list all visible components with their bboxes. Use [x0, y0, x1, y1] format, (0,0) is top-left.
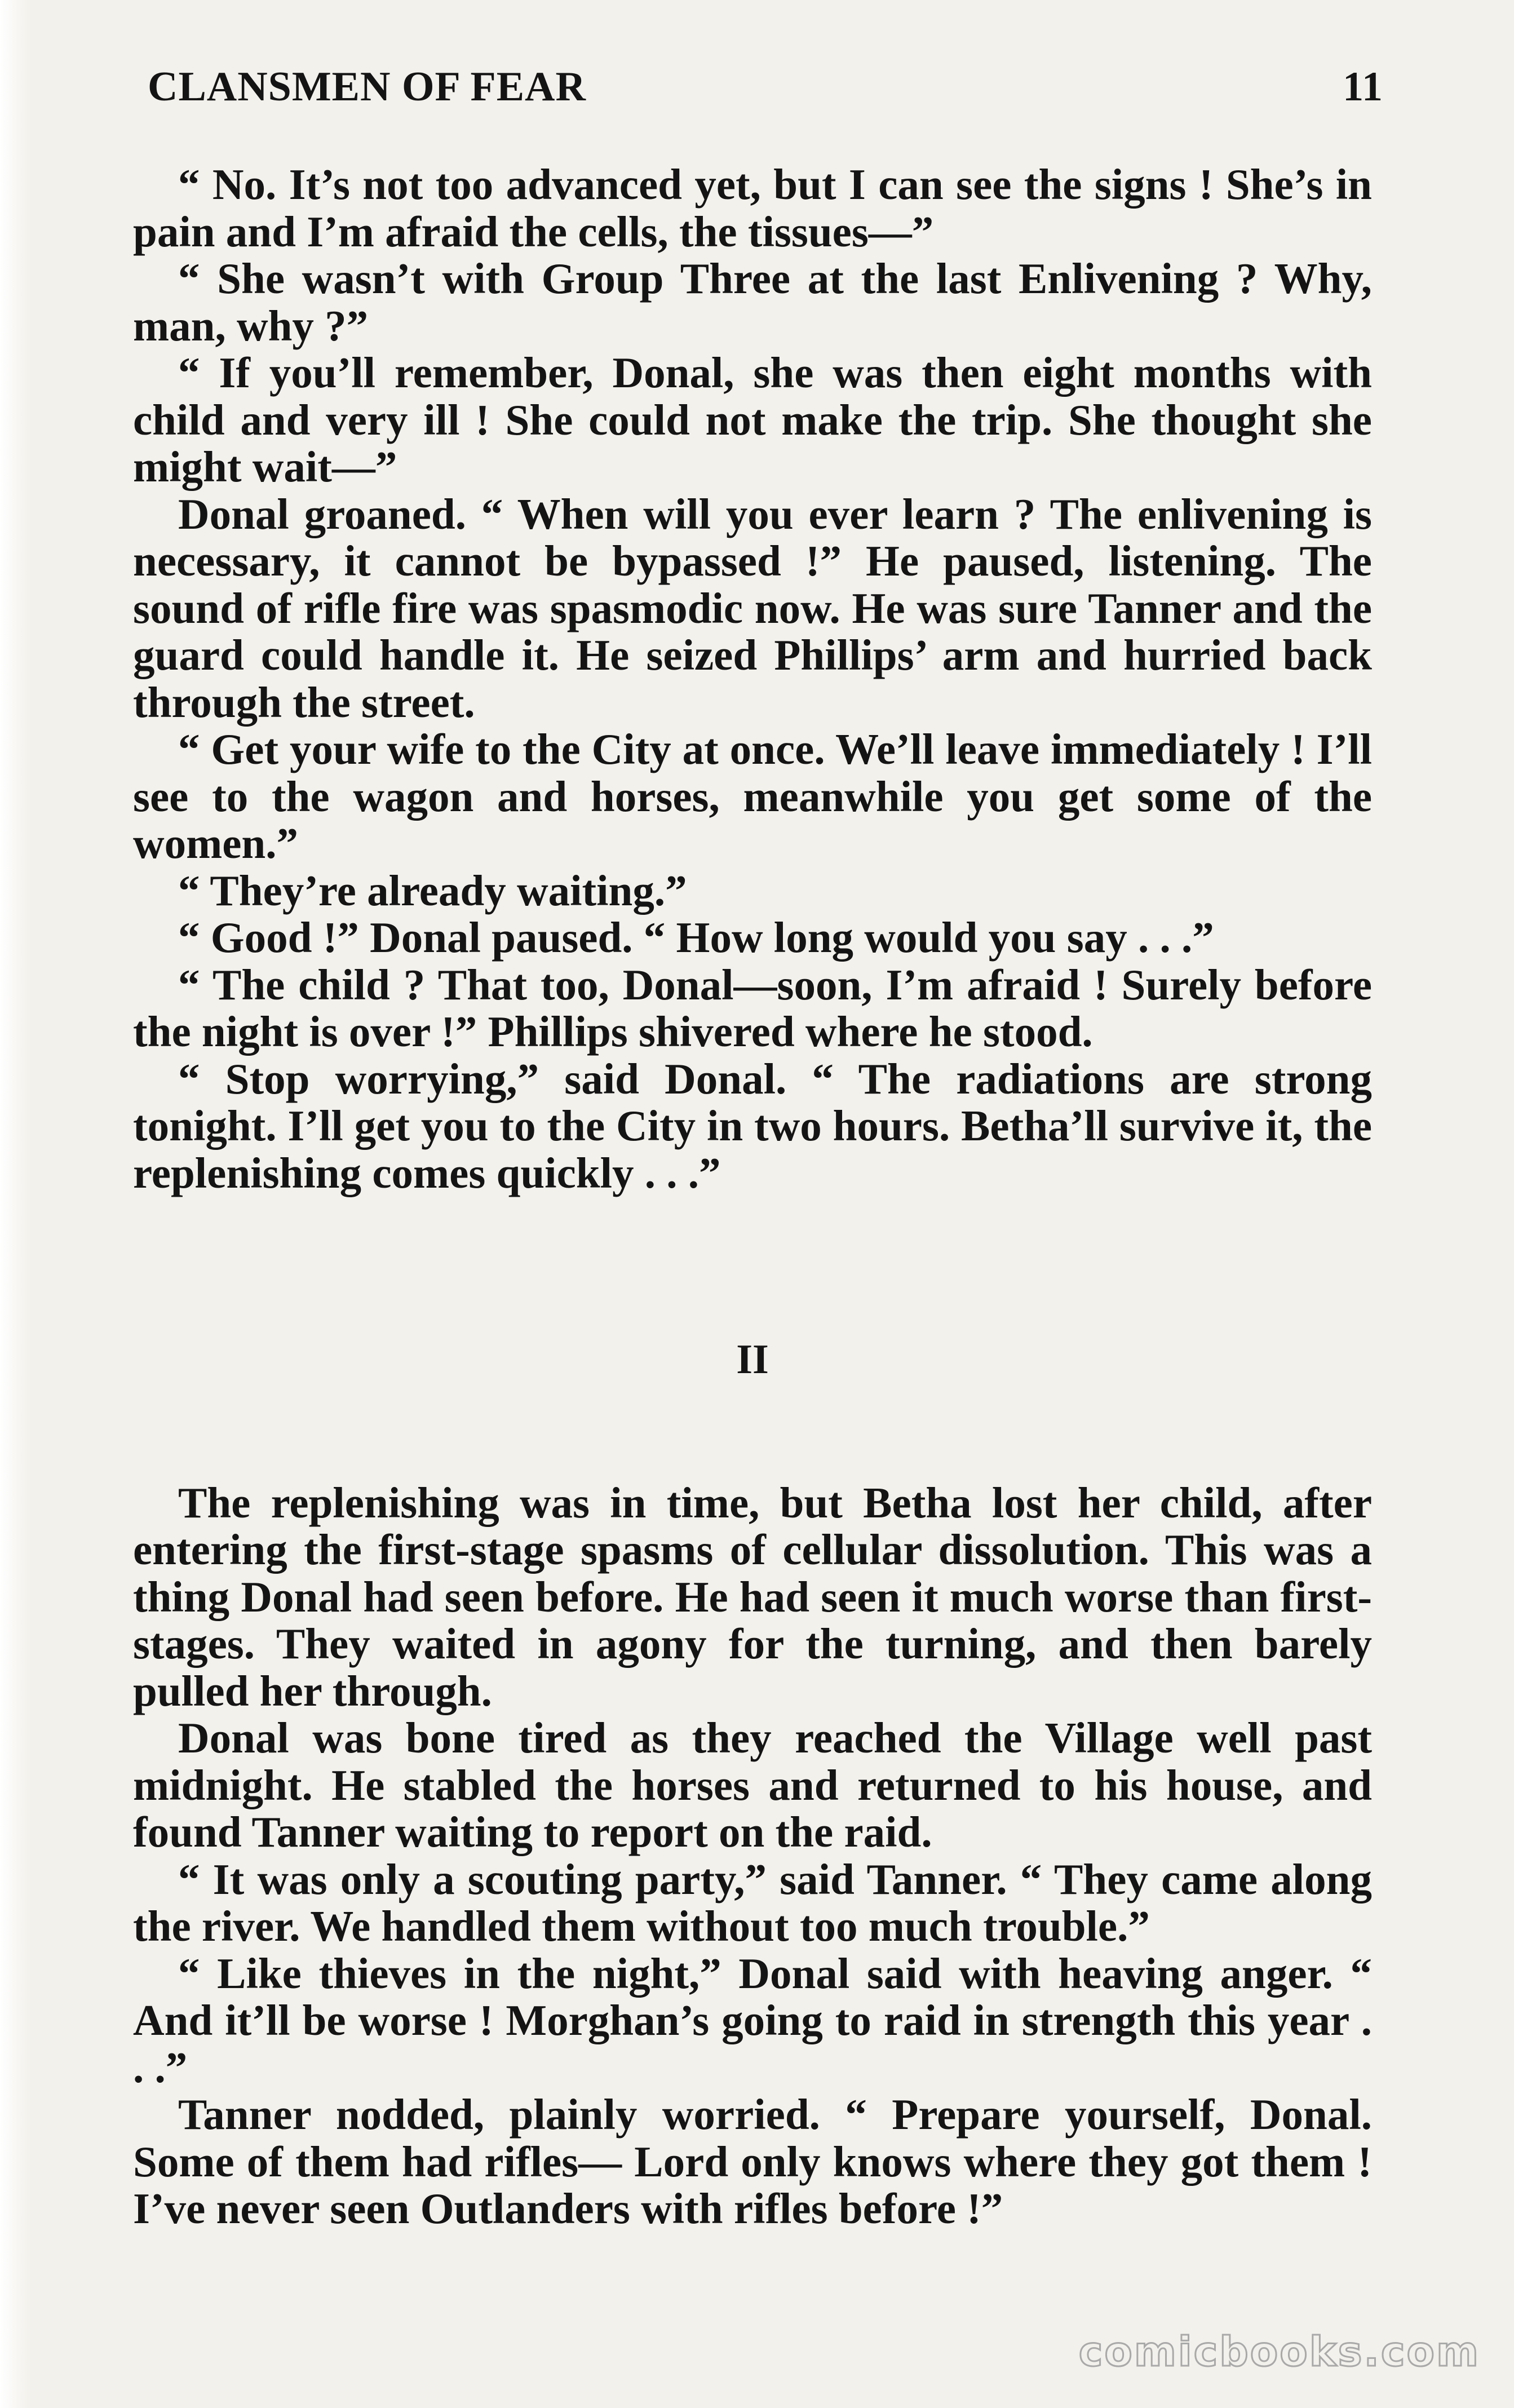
paragraph: Tanner nodded, plainly worried. “ Prepare yourself, Donal. Some of them had rifles— Lord only knows where they got them ! I’ve never seen Outlanders with rifles before !”: [133, 2090, 1372, 2233]
page-number: 11: [1343, 64, 1383, 110]
paragraph: “ If you’ll remember, Donal, she was then eight months with child and very ill ! She could not make the trip. She thought she might wait—”: [133, 348, 1372, 491]
paragraph: “ It was only a scouting party,” said Tanner. “ They came along the river. We handled them without too much trouble.”: [133, 1854, 1372, 1950]
paragraph: “ Get your wife to the City at once. We’ll leave immediately ! I’ll see to the wagon and horses, meanwhile you get some of the women.”: [133, 725, 1372, 867]
book-title: CLANSMEN OF FEAR: [148, 64, 586, 110]
page-binding-edge: [0, 0, 31, 2408]
running-header: [148, 63, 1383, 111]
paragraph: Donal groaned. “ When will you ever learn ? The enlivening is necessary, it cannot be bypassed !” He paused, listening. The sound of rifle fire was spasmodic now. He was sure Tanner and the guard could handle it. He seized Phillips’ arm and hurried back through the street.: [133, 489, 1372, 727]
paragraph: The replenishing was in time, but Betha lost her child, after entering the first-stage spasms of cellular dissolution. This was a thing Donal had seen before. He had seen it much worse than first-stages. They waited in agony for the turning, and then barely pulled her through.: [133, 1478, 1372, 1715]
paragraph: “ They’re already waiting.”: [178, 866, 687, 915]
paragraph: “ She wasn’t with Group Three at the last Enlivening ? Why, man, why ?”: [133, 254, 1372, 350]
watermark: comicbooks.com: [1078, 2328, 1480, 2375]
paragraph: “ Stop worrying,” said Donal. “ The radiations are strong tonight. I’ll get you to the City in two hours. Betha’ll survive it, the replenishing comes quickly . . .”: [133, 1054, 1372, 1197]
paragraph: “ Good !” Donal paused. “ How long would you say . . .”: [178, 913, 1214, 962]
page-body: [133, 161, 1372, 2233]
paragraph: Donal was bone tired as they reached the Village well past midnight. He stabled the horses and returned to his house, and found Tanner waiting to report on the raid.: [133, 1714, 1372, 1856]
section-number: II: [736, 1336, 769, 1383]
paragraph: “ No. It’s not too advanced yet, but I can see the signs ! She’s in pain and I’m afraid the cells, the tissues—”: [133, 160, 1372, 256]
paragraph: “ Like thieves in the night,” Donal said with heaving anger. “ And it’ll be worse ! Morghan’s going to raid in strength this year . . .”: [133, 1949, 1372, 2092]
paragraph: “ The child ? That too, Donal—soon, I’m afraid ! Surely before the night is over !” Phillips shivered where he stood.: [133, 960, 1372, 1056]
